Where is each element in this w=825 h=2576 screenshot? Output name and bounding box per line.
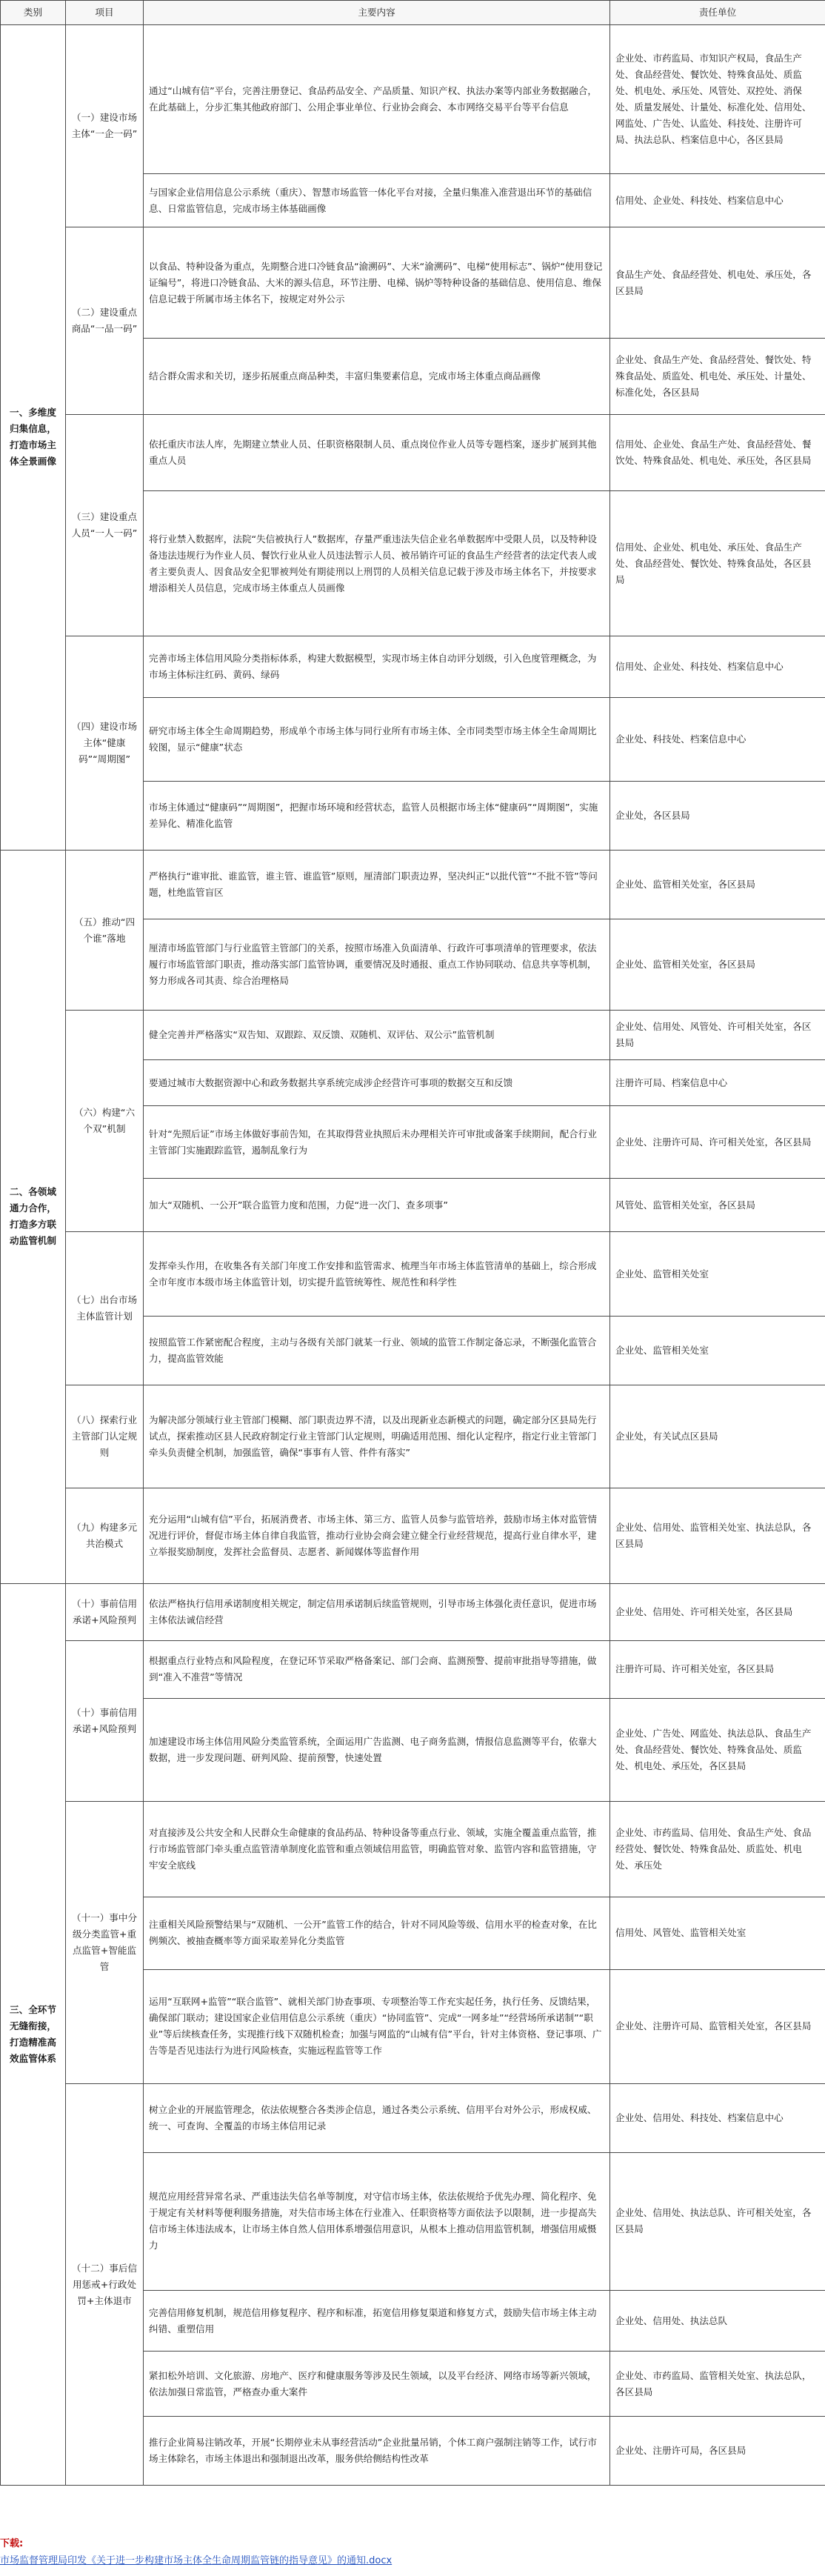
unit-cell: 企业处、信用处、执法总队、许可相关处室，各区县局 bbox=[610, 2153, 825, 2291]
project-cell: （十）事前信用承诺+风险预判 bbox=[66, 1583, 144, 1640]
table-row bbox=[1, 1232, 825, 1316]
unit-cell: 企业处、注册许可局、许可相关处室，各区县局 bbox=[610, 1106, 825, 1179]
content-cell: 将行业禁入数据库，法院“失信被执行人”数据库，存量严重违法失信企业名单数据库中受限人员，以及特种设备违法违规行为作业人员、餐饮行业从业人员违法暂示人员、被吊销许可证的食品生产经营者的法定代表人或者主要负责人、因食品安全犯罪被判处有期徒刑以上刑罚的人员相关信息记载于涉及市场主体名下，并按要求增添相关人员信息，完成市场主体重点人员画像 bbox=[144, 491, 610, 636]
project-cell: （七）出台市场主体监管计划 bbox=[66, 1232, 144, 1385]
table-row bbox=[1, 2084, 825, 2153]
unit-cell: 企业处、信用处、监管相关处室、执法总队，各区县局 bbox=[610, 1488, 825, 1583]
project-cell: （二）建设重点商品“一品一码” bbox=[66, 227, 144, 415]
unit-cell: 企业处、信用处、风管处、许可相关处室，各区县局 bbox=[610, 1011, 825, 1060]
project-cell: （一）建设市场主体“一企一码” bbox=[66, 25, 144, 227]
header-project: 项目 bbox=[66, 1, 144, 25]
content-cell: 加速建设市场主体信用风险分类监管系统，全面运用广告监测、电子商务监测，情报信息监测等平台，依靠大数据，进一步发现问题、研判风险、提前预警，快速处置 bbox=[144, 1698, 610, 1801]
download-label: 下载: bbox=[0, 2538, 24, 2549]
content-cell: 规范应用经营异常名录、严重违法失信名单等制度，对守信市场主体，依法依规给予优先办理、简化程序、免于规定有关材料等便利服务措施，对失信市场主体在行业准入、任职资格等方面依法予以限制，进一步提高失信市场主体违法成本，让市场主体自然人信用体系增强信用意识，从根本上推动信用监管机制，增强信用威慑力 bbox=[144, 2153, 610, 2291]
unit-cell: 信用处、企业处、食品生产处、食品经营处、餐饮处、特殊食品处、机电处、承压处，各区县局 bbox=[610, 414, 825, 490]
table-row bbox=[1, 1488, 825, 1583]
download-section bbox=[0, 2493, 825, 2567]
content-cell: 健全完善并严格落实“双告知、双跟踪、双反馈、双随机、双评估、双公示”监管机制 bbox=[144, 1011, 610, 1060]
unit-cell: 注册许可局、档案信息中心 bbox=[610, 1060, 825, 1106]
unit-cell: 信用处、风管处、监管相关处室 bbox=[610, 1897, 825, 1969]
content-cell: 树立企业的开展监管理念，依法依规整合各类涉企信息，通过各类公示系统、信用平台对外公示，形成权威、统一、可查询、全覆盖的市场主体信用记录 bbox=[144, 2084, 610, 2153]
category-cell: 一、多维度归集信息，打造市场主体全景画像 bbox=[1, 25, 66, 851]
content-cell: 发挥牵头作用，在收集各有关部门年度工作安排和监管需求、梳理当年市场主体监管清单的基础上，综合形成全市年度市本级市场主体监管计划，切实提升监管统筹性、规范性和科学性 bbox=[144, 1232, 610, 1316]
table-row bbox=[1, 636, 825, 698]
unit-cell: 企业处、监管相关处室，各区县局 bbox=[610, 850, 825, 919]
content-cell: 与国家企业信用信息公示系统（重庆）、智慧市场监管一体化平台对接，全量归集准入准营退出环节的基础信息、日常监管信息，完成市场主体基础画像 bbox=[144, 174, 610, 227]
content-cell: 推行企业简易注销改革，开展“长期停业未从事经营活动”企业批量吊销，个体工商户强制注销等工作，试行市场主体除名，市场主体退出和强制退出改革，服务供给侧结构性改革 bbox=[144, 2416, 610, 2485]
content-cell: 研究市场主体全生命周期趋势，形成单个市场主体与同行业所有市场主体、全市同类型市场主体全生命周期比较图，显示“健康”状态 bbox=[144, 697, 610, 781]
content-cell: 严格执行“谁审批、谁监管，谁主管、谁监管”原则，厘清部门职责边界，坚决纠正“以批代管”“不批不管”等问题，杜绝监管盲区 bbox=[144, 850, 610, 919]
unit-cell: 食品生产处、食品经营处、机电处、承压处，各区县局 bbox=[610, 227, 825, 339]
content-cell: 针对“先照后证”市场主体做好事前告知，在其取得营业执照后未办理相关许可审批或备案手续期间，配合行业主管部门实施跟踪监管，遏制乱象行为 bbox=[144, 1106, 610, 1179]
content-cell: 充分运用“山城有信”平台，拓展消费者、市场主体、第三方、监管人员参与监管培养，鼓励市场主体对监管情况进行评价，督促市场主体自律自我监管，推动行业协会商会建立健全行业经营规范，提高行业自律水平，建立举报奖励制度，发挥社会监督员、志愿者、新闻媒体等监督作用 bbox=[144, 1488, 610, 1583]
content-cell: 紧扣松外培训、文化旅游、房地产、医疗和健康服务等涉及民生领域，以及平台经济、网络市场等新兴领域，依法加强日常监管，严格查办重大案件 bbox=[144, 2352, 610, 2417]
content-cell: 为解决部分领域行业主管部门模糊、部门职责边界不清，以及出现新业态新模式的问题，确定部分区县局先行试点，探索推动区县人民政府制定行业主管部门认定规则，明确适用范围、细化认定程序，指定行业主管部门牵头负责健全机制，加强监管，确保“事事有人管、件件有落实” bbox=[144, 1385, 610, 1488]
unit-cell: 企业处、市药监局、信用处、食品生产处、食品经营处、餐饮处、特殊食品处、质监处、机电处、承压处 bbox=[610, 1801, 825, 1897]
content-cell: 完善信用修复机制，规范信用修复程序、程序和标准，拓宽信用修复渠道和修复方式，鼓励失信市场主体主动纠错、重塑信用 bbox=[144, 2290, 610, 2352]
table-row bbox=[1, 227, 825, 339]
unit-cell: 企业处、注册许可局、监管相关处室，各区县局 bbox=[610, 1969, 825, 2084]
unit-cell: 企业处、注册许可局，各区县局 bbox=[610, 2416, 825, 2485]
project-cell: （四）建设市场主体“健康码”“周期图” bbox=[66, 636, 144, 851]
table-row bbox=[1, 1641, 825, 1698]
unit-cell: 企业处、食品生产处、食品经营处、餐饮处、特殊食品处、质监处、机电处、承压处、计量处、标准化处，各区县局 bbox=[610, 338, 825, 414]
header-responsible: 责任单位 bbox=[610, 1, 825, 25]
content-cell: 完善市场主体信用风险分类指标体系，构建大数据模型，实现市场主体自动评分划级，引入色度管理概念，为市场主体标注红码、黄码、绿码 bbox=[144, 636, 610, 698]
unit-cell: 信用处、企业处、科技处、档案信息中心 bbox=[610, 174, 825, 227]
project-cell: （十二）事后信用惩戒+行政处罚+主体退市 bbox=[66, 2084, 144, 2486]
unit-cell: 注册许可局、许可相关处室，各区县局 bbox=[610, 1641, 825, 1698]
download-link[interactable]: 市场监督管理局印发《关于进一步构建市场主体全生命周期监管链的指导意见》的通知.docx bbox=[0, 2555, 393, 2566]
table-row bbox=[1, 1011, 825, 1060]
unit-cell: 企业处，有关试点区县局 bbox=[610, 1385, 825, 1488]
unit-cell: 企业处、信用处、科技处、档案信息中心 bbox=[610, 2084, 825, 2153]
content-cell: 要通过城市大数据资源中心和政务数据共享系统完成涉企经营许可事项的数据交互和反馈 bbox=[144, 1060, 610, 1106]
unit-cell: 信用处、企业处、科技处、档案信息中心 bbox=[610, 636, 825, 698]
header-category: 类别 bbox=[1, 1, 66, 25]
unit-cell: 企业处、监管相关处室 bbox=[610, 1232, 825, 1316]
unit-cell: 企业处，各区县局 bbox=[610, 781, 825, 850]
category-cell: 三、全环节无缝衔接，打造精准高效监管体系 bbox=[1, 1583, 66, 2485]
content-cell: 以食品、特种设备为重点，先期整合进口冷链食品“渝溯码”、大米“渝溯码”、电梯“使用标志”、锅炉“使用登记证编号”，将进口冷链食品、大米的源头信息，环节注册、电梯、锅炉等特种设备的基础信息、使用信息、维保信息记载于所属市场主体名下，按规定对外公示 bbox=[144, 227, 610, 339]
header-content: 主要内容 bbox=[144, 1, 610, 25]
category-cell: 二、各领域通力合作，打造多方联动监管机制 bbox=[1, 850, 66, 1583]
unit-cell: 企业处、信用处、执法总队 bbox=[610, 2290, 825, 2352]
table-row bbox=[1, 1583, 825, 1640]
content-cell: 结合群众需求和关切，逐步拓展重点商品种类，丰富归集要素信息，完成市场主体重点商品画像 bbox=[144, 338, 610, 414]
content-cell: 通过“山城有信”平台，完善注册登记、食品药品安全、产品质量、知识产权、执法办案等内部业务数据融合，在此基础上，分步汇集其他政府部门、公用企事业单位、行业协会商会、本市网络交易平台等平台信息 bbox=[144, 25, 610, 174]
content-cell: 根据重点行业特点和风险程度，在登记环节采取严格备案记、部门会商、监测预警、提前审批指导等措施，做到“准入不准营”等情况 bbox=[144, 1641, 610, 1698]
content-cell: 对直接涉及公共安全和人民群众生命健康的食品药品、特种设备等重点行业、领域，实施全覆盖重点监管，推行市场监管部门牵头重点监管清单制度化监管和重点领域信用监管，明确监管对象、监管内容和监管措施，守牢安全底线 bbox=[144, 1801, 610, 1897]
content-cell: 加大“双随机、一公开”联合监管力度和范围，力促“进一次门、查多项事” bbox=[144, 1179, 610, 1232]
unit-cell: 企业处、科技处、档案信息中心 bbox=[610, 697, 825, 781]
content-cell: 厘清市场监管部门与行业监管主管部门的关系，按照市场准入负面清单、行政许可事项清单的管理要求，依法履行市场监管部门职责，推动落实部门监管协调，重要情况及时通报、重点工作协同联动、信息共享等机制，努力形成各司其责、综合治理格局 bbox=[144, 919, 610, 1011]
project-cell: （六）构建“六个双”机制 bbox=[66, 1011, 144, 1232]
project-cell: （五）推动“四个谁”落地 bbox=[66, 850, 144, 1011]
table-row bbox=[1, 850, 825, 919]
project-cell: （八）探索行业主管部门认定规则 bbox=[66, 1385, 144, 1488]
table-row bbox=[1, 1385, 825, 1488]
project-cell: （十一）事中分级分类监管+重点监管+智能监管 bbox=[66, 1801, 144, 2084]
unit-cell: 信用处、企业处、机电处、承压处、食品生产处、食品经营处、餐饮处、特殊食品处，各区县局 bbox=[610, 491, 825, 636]
project-cell: （十）事前信用承诺+风险预判 bbox=[66, 1641, 144, 1802]
unit-cell: 企业处、市药监局、市知识产权局，食品生产处、食品经营处、餐饮处、特殊食品处、质监处、机电处、承压处、风管处、双控处、消保处、质量发展处、计量处、标准化处、信用处、网监处、广告处、认监处、科技处、注册许可局、执法总队、档案信息中心，各区县局 bbox=[610, 25, 825, 174]
content-cell: 按照监管工作紧密配合程度，主动与各级有关部门就某一行业、领域的监管工作制定备忘录，不断强化监管合力，提高监管效能 bbox=[144, 1316, 610, 1385]
unit-cell: 企业处、监管相关处室 bbox=[610, 1316, 825, 1385]
unit-cell: 企业处、市药监局、监管相关处室、执法总队，各区县局 bbox=[610, 2352, 825, 2417]
content-cell: 注重相关风险预警结果与“双随机、一公开”监管工作的结合，针对不同风险等级、信用水平的检查对象，在比例频次、被抽查概率等方面采取差异化分类监管 bbox=[144, 1897, 610, 1969]
content-cell: 依托重庆市法人库，先期建立禁业人员、任职资格限制人员、重点岗位作业人员等专题档案，逐步扩展到其他重点人员 bbox=[144, 414, 610, 490]
unit-cell: 企业处、监管相关处室，各区县局 bbox=[610, 919, 825, 1011]
unit-cell: 企业处、广告处、网监处、执法总队、食品生产处、食品经营处、餐饮处、特殊食品处、质监处、机电处、承压处，各区县局 bbox=[610, 1698, 825, 1801]
content-cell: 依法严格执行信用承诺制度相关规定，制定信用承诺制后续监管规则，引导市场主体强化责任意识，促进市场主体依法诚信经营 bbox=[144, 1583, 610, 1640]
table-row bbox=[1, 414, 825, 490]
table-row bbox=[1, 25, 825, 174]
project-cell: （九）构建多元共治模式 bbox=[66, 1488, 144, 1583]
project-cell: （三）建设重点人员“一人一码” bbox=[66, 414, 144, 636]
unit-cell: 企业处、信用处、许可相关处室，各区县局 bbox=[610, 1583, 825, 1640]
content-cell: 市场主体通过“健康码”“周期图”，把握市场环境和经营状态，监管人员根据市场主体“健康码”“周期图”，实施差异化、精准化监管 bbox=[144, 781, 610, 850]
unit-cell: 风管处、监管相关处室，各区县局 bbox=[610, 1179, 825, 1232]
table-header-row bbox=[1, 1, 825, 25]
content-cell: 运用“互联网+监管”“联合监管”、就相关部门协查事项、专项整治等工作充实起任务，执行任务、反馈结果，确保部门联动；建设国家企业信用信息公示系统（重庆）“协同监管”、完成“一网多址”“经营场所承诺制”“职业”等后续核查任务，实现推行线下双随机检查；加强与网监的“山城有信”平台，针对主体资格、登记事项、广告等是否见违法行为进行风险核查，实施远程监管等工作 bbox=[144, 1969, 610, 2084]
table-row bbox=[1, 1801, 825, 1897]
